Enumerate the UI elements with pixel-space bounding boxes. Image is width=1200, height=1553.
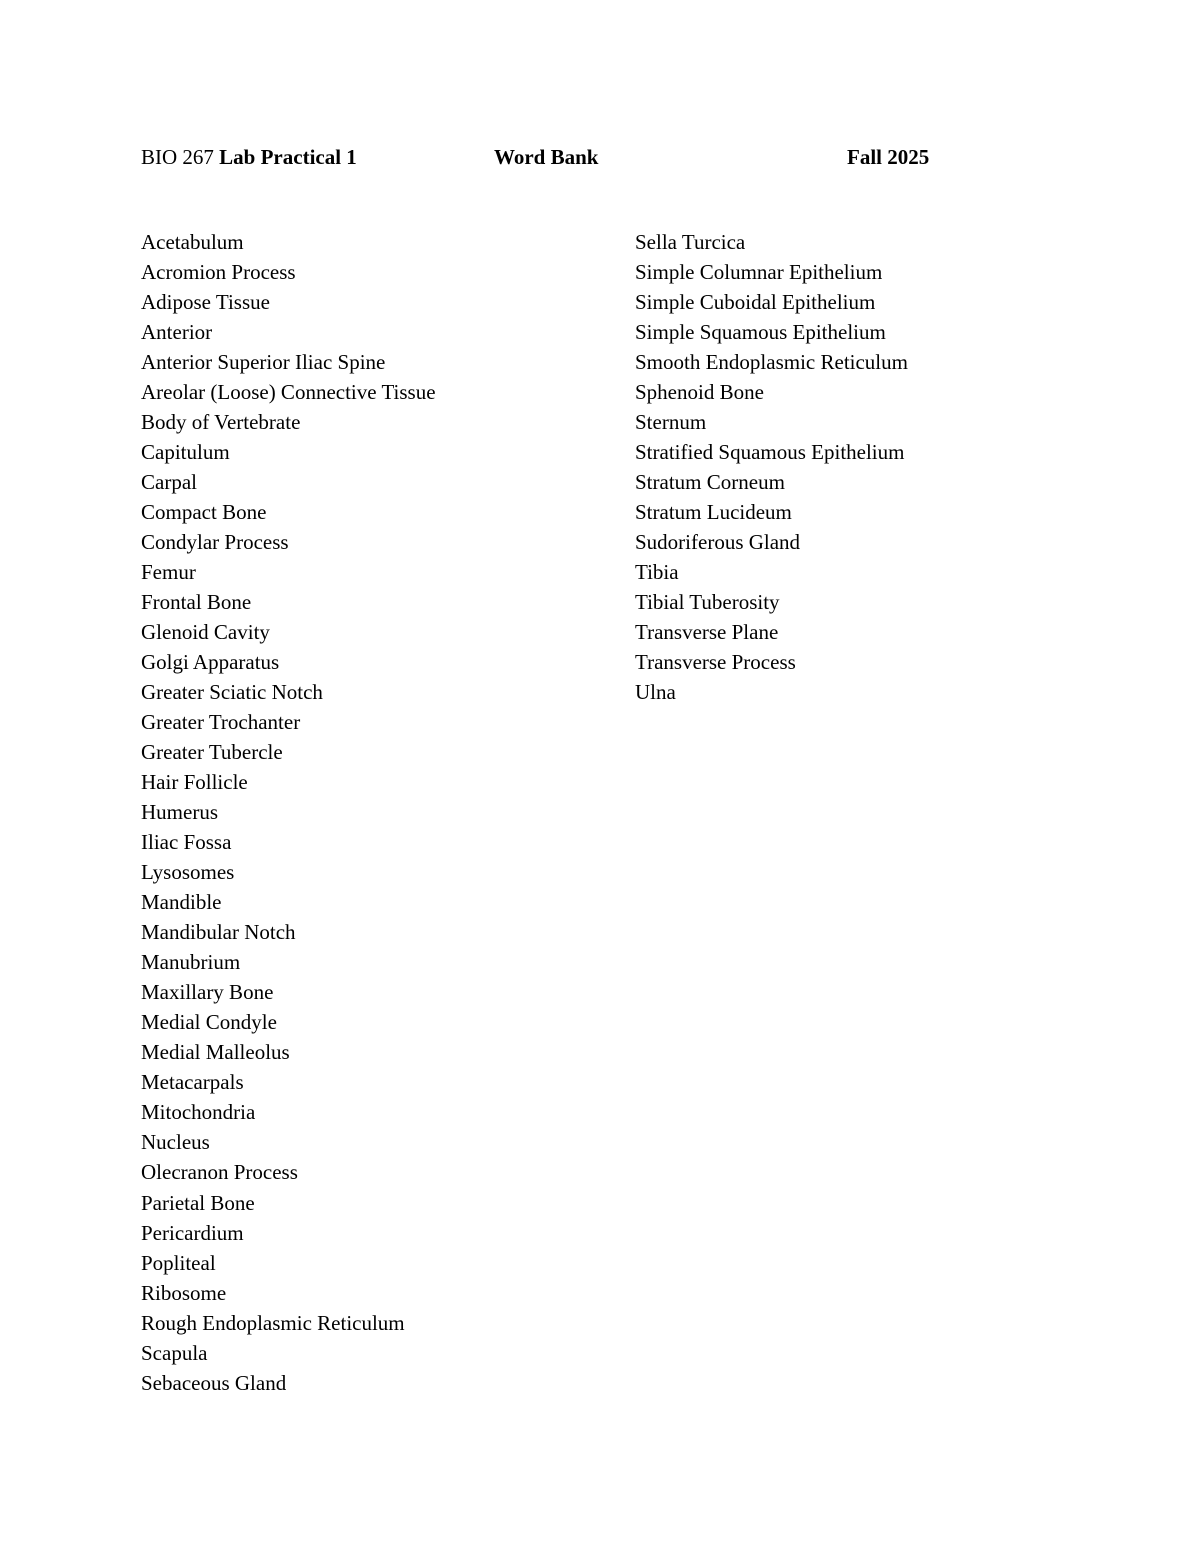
word-bank-term: Capitulum: [141, 440, 230, 465]
word-bank-term: Adipose Tissue: [141, 290, 270, 315]
word-bank-term: Parietal Bone: [141, 1190, 255, 1215]
word-bank-term: Rough Endoplasmic Reticulum: [141, 1310, 405, 1335]
word-bank-term: Stratified Squamous Epithelium: [635, 440, 905, 465]
word-bank-term: Compact Bone: [141, 500, 267, 525]
word-bank-term: Medial Malleolus: [141, 1040, 290, 1065]
word-bank-term: Transverse Plane: [635, 620, 779, 645]
word-bank-term: Mitochondria: [141, 1100, 256, 1125]
word-bank-right-column: [635, 227, 908, 707]
word-bank-term: Anterior: [141, 320, 213, 345]
word-bank-left-column: [141, 227, 436, 1398]
word-bank-term: Femur: [141, 560, 196, 585]
word-bank-term: Humerus: [141, 800, 218, 825]
word-bank-term: Body of Vertebrate: [141, 410, 301, 435]
word-bank-term: Frontal Bone: [141, 590, 252, 615]
word-bank-term: Pericardium: [141, 1220, 244, 1245]
word-bank-term: Areolar (Loose) Connective Tissue: [141, 380, 436, 405]
word-bank-term: Sphenoid Bone: [635, 380, 764, 405]
word-bank-term: Hair Follicle: [141, 770, 248, 795]
word-bank-term: Greater Tubercle: [141, 740, 283, 765]
word-bank-term: Anterior Superior Iliac Spine: [141, 350, 386, 375]
word-bank-term: Condylar Process: [141, 530, 289, 555]
word-bank-term: Simple Squamous Epithelium: [635, 320, 886, 345]
document-title: Word Bank: [494, 145, 599, 169]
word-bank-term: Olecranon Process: [141, 1160, 298, 1185]
word-bank-term: Stratum Corneum: [635, 470, 785, 495]
word-bank-term: Golgi Apparatus: [141, 650, 280, 675]
word-bank-term: Glenoid Cavity: [141, 620, 270, 645]
word-bank-term: Smooth Endoplasmic Reticulum: [635, 350, 908, 375]
word-bank-term: Sebaceous Gland: [141, 1370, 287, 1395]
word-bank-term: Ribosome: [141, 1280, 227, 1305]
word-bank-term: Tibial Tuberosity: [635, 590, 780, 615]
word-bank-term: Metacarpals: [141, 1070, 244, 1095]
word-bank-term: Acetabulum: [141, 230, 244, 254]
word-bank-term: Maxillary Bone: [141, 980, 274, 1005]
word-bank-term: Carpal: [141, 470, 197, 495]
course-code: BIO 267: [141, 145, 214, 169]
word-bank-term: Sudoriferous Gland: [635, 530, 801, 555]
word-bank-term: Transverse Process: [635, 650, 796, 675]
word-bank-term: Lysosomes: [141, 860, 235, 885]
word-bank-term: Sella Turcica: [635, 230, 746, 254]
document-header: [141, 142, 961, 172]
word-bank-term: Popliteal: [141, 1250, 216, 1275]
word-bank-term: Mandible: [141, 890, 222, 915]
term-label: Fall 2025: [847, 145, 930, 169]
word-bank-term: Medial Condyle: [141, 1010, 277, 1035]
word-bank-term: Greater Sciatic Notch: [141, 680, 323, 705]
word-bank-term: Mandibular Notch: [141, 920, 296, 945]
word-bank-term: Ulna: [635, 680, 676, 705]
word-bank-term: Simple Cuboidal Epithelium: [635, 290, 876, 315]
course-heading: [141, 142, 357, 172]
word-bank-term: Greater Trochanter: [141, 710, 301, 735]
word-bank-term: Iliac Fossa: [141, 830, 232, 855]
course-title: Lab Practical 1: [219, 145, 357, 169]
word-bank-term: Nucleus: [141, 1130, 210, 1155]
word-bank-term: Stratum Lucideum: [635, 500, 792, 525]
word-bank-term: Sternum: [635, 410, 707, 435]
word-bank-term: Scapula: [141, 1340, 208, 1365]
word-bank-term: Acromion Process: [141, 260, 296, 285]
word-bank-term: Manubrium: [141, 950, 241, 975]
word-bank-term: Tibia: [635, 560, 679, 585]
word-bank-term: Simple Columnar Epithelium: [635, 260, 883, 285]
